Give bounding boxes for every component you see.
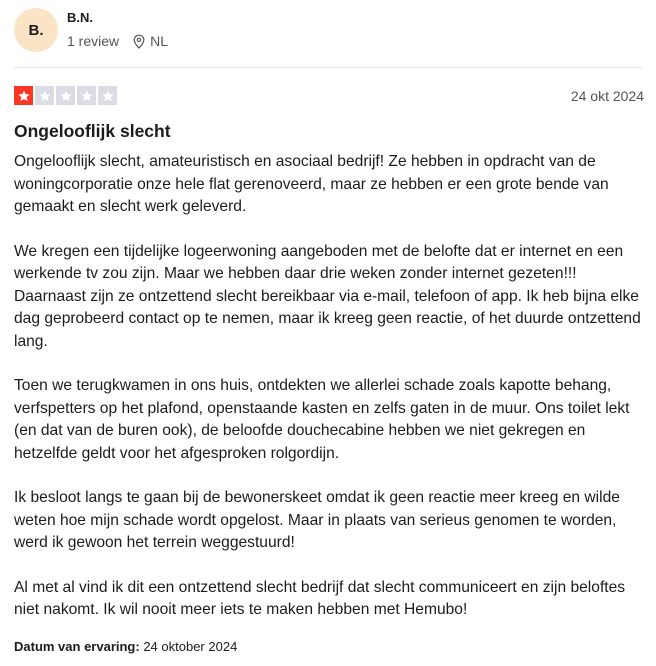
review-date: 24 okt 2024 <box>570 88 644 104</box>
reviewer-info <box>67 8 168 49</box>
star-empty-icon <box>77 86 96 105</box>
reviewer-meta <box>67 33 168 49</box>
divider <box>14 67 642 68</box>
star-filled-icon <box>14 86 33 105</box>
review-count: 1 review <box>67 33 120 49</box>
country-code: NL <box>150 33 169 49</box>
star-empty-icon <box>98 86 117 105</box>
star-empty-icon <box>35 86 54 105</box>
review-title: Ongelooflijk slecht <box>14 121 171 141</box>
review-body <box>14 151 646 644</box>
avatar[interactable] <box>14 8 58 52</box>
location-pin-icon <box>133 34 145 49</box>
experience-label: Datum van ervaring: <box>14 639 140 654</box>
star-rating <box>14 86 119 105</box>
experience-value: 24 oktober 2024 <box>143 639 238 654</box>
review-paragraph: Toen we terugkwamen in ons huis, ontdekten we allerlei schade zoals kapotte behang, verfspetters op het plafond, openstaande kasten en zelfs gaten in de muur. Ons toilet lekt (en dat van de buren ook), de beloofde douchecabine hebben we niet gekregen en hetzelfde geldt voor het afgesproken rolgordijn. <box>14 377 630 462</box>
reviewer-location <box>133 33 168 49</box>
reviewer-name[interactable]: B.N. <box>67 10 93 25</box>
review-paragraph: Ik besloot langs te gaan bij de bewonerskeet omdat ik geen reactie meer kreeg en wilde weten hoe mijn schade wordt opgelost. Maar in plaats van serieus genomen te worden, werd ik gewoon het terrein weggestuurd! <box>14 489 620 551</box>
experience-date <box>14 639 237 654</box>
star-empty-icon <box>56 86 75 105</box>
review-paragraph: Al met al vind ik dit een ontzettend slecht bedrijf dat slecht communiceert en zijn beloftes niet nakomt. Ik wil nooit meer iets te maken hebben met Hemubo! <box>14 578 626 618</box>
avatar-initials: B. <box>28 21 44 39</box>
reviewer-card <box>14 8 168 52</box>
review-paragraph: Ongelooflijk slecht, amateuristisch en asociaal bedrijf! Ze hebben in opdracht van de woningcorporatie onze hele flat gerenoveerd, maar ze hebben er een grote bende van gemaakt en slecht werk geleverd. <box>14 153 609 215</box>
review-paragraph: We kregen een tijdelijke logeerwoning aangeboden met de belofte dat er internet en een werkende tv zou zijn. Maar we hebben daar drie weken zonder internet gezeten!!! Daarnaast zijn ze ontzettend slecht bereikbaar via e-mail, telefoon of app. Ik heb bijna elke dag geprobeerd contact op te nemen, maar ik kreeg geen reactie, of het duurde ontzettend lang. <box>14 242 641 350</box>
